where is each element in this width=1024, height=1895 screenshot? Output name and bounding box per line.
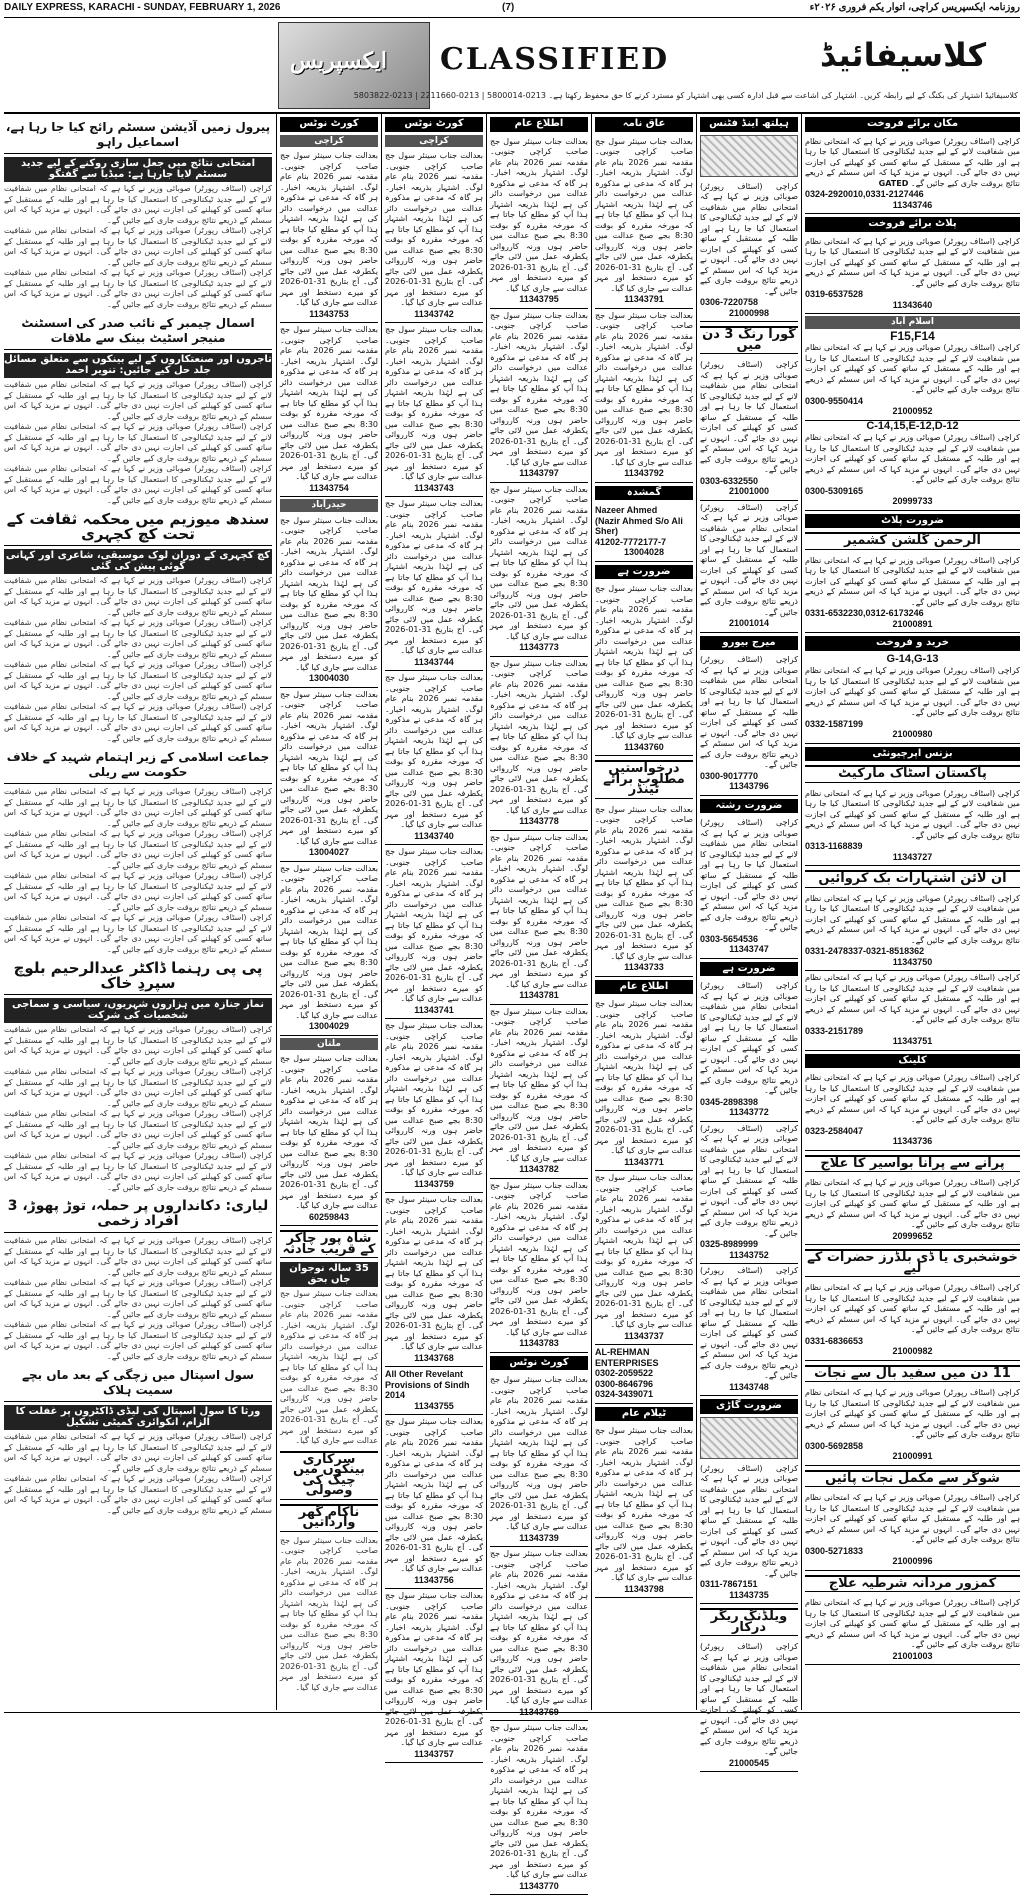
business-heading: بزنس اپرچیونٹی bbox=[805, 747, 1020, 762]
news-headline-3: سندھ میوزیم میں محکمہ ثقافت کے تحت کچ کچہری bbox=[4, 509, 272, 546]
classified-title-ur: کلاسیفائیڈ bbox=[820, 36, 987, 74]
page-number: (7) bbox=[502, 2, 515, 13]
marriage-ad: کراچی (اسٹاف رپورٹر) صوبائی وزیر نے کہا ہے کہ امتحانی نظام میں شفافیت لانے کے لیے جدید ٹیکنالوجی کا استعمال کیا جا رہا ہے اور طلبہ کے مستقبل کے ساتھ کسی کو کھیلنے کی اجازت نہیں دی جائے گی۔ انہوں نے مزید کہا کہ اس سسٹم کے ذریعے نتائج بروقت جاری کیے جائیں گے۔ 0300-9017770 11343796 bbox=[700, 653, 798, 796]
news-body-4d: کراچی (اسٹاف رپورٹر) صوبائی وزیر نے کہا ہے کہ امتحانی نظام میں شفافیت لانے کے لیے جدید ٹیکنالوجی کا استعمال کیا جا رہا ہے اور طلبہ کے مستقبل کے ساتھ کسی کو کھیلنے کی اجازت نہیں دی جائے گی۔ انہوں نے مزید کہا کہ اس سسٹم کے ذریعے نتائج بروقت جاری کیے جائیں گے۔ bbox=[4, 913, 272, 954]
auction-ad: بعدالت جناب سینئر سول جج صاحب کراچی جنوبی۔ مقدمہ نمبر 2026 بنام عام لوگ۔ اشتہار بذریعہ اخبار۔ ہر گاہ کہ مدعی نے مذکورہ عدالت میں درخواست دائر کی ہے لہٰذا بذریعہ اشتہار ہذا آپ کو مطلع کیا جاتا ہے کہ مورخہ مقررہ کو بوقت 8:30 بجے صبح عدالت میں حاضر ہوں ورنہ کارروائی یکطرفہ عمل میں لائی جائے گی۔ آج بتاریخ 31-01-2026 کو میرے دستخط اور مہر عدالت سے جاری کیا گیا۔ 11343798 bbox=[595, 1424, 693, 1598]
booking-notice: کلاسیفائیڈ اشتہار کی بکنگ کے لیے رابطہ کریں۔ اشتہار کی اشاعت سے قبل ادارہ کسی بھی اشتہار کو مسترد کرنے کا حق محفوظ رکھتا ہے۔ 0213-5800014 | 0213-2211660 | 0213-5803822 bbox=[353, 91, 1018, 100]
lost-heading: گمشدہ bbox=[595, 486, 693, 501]
news-body-3b: کراچی (اسٹاف رپورٹر) صوبائی وزیر نے کہا ہے کہ امتحانی نظام میں شفافیت لانے کے لیے جدید ٹیکنالوجی کا استعمال کیا جا رہا ہے اور طلبہ کے مستقبل کے ساتھ کسی کو کھیلنے کی اجازت نہیں دی جائے گی۔ انہوں نے مزید کہا کہ اس سسٹم کے ذریعے نتائج بروقت جاری کیے جائیں گے۔ bbox=[4, 618, 272, 659]
court-notice-ad: بعدالت جناب سینئر سول جج صاحب کراچی جنوبی۔ مقدمہ نمبر 2026 بنام عام لوگ۔ اشتہار بذریعہ اخبار۔ ہر گاہ کہ مدعی نے مذکورہ عدالت میں درخواست دائر کی ہے لہٰذا بذریعہ اشتہار ہذا آپ کو مطلع کیا جاتا ہے کہ مورخہ مقررہ کو بوقت 8:30 بجے صبح عدالت میں حاضر ہوں ورنہ کارروائی یکطرفہ عمل میں لائی جائے گی۔ آج بتاریخ 31-01-2026 کو میرے دستخط اور مہر عدالت سے جاری کیا گیا۔ 13004027 bbox=[280, 688, 378, 862]
news-body-5d: کراچی (اسٹاف رپورٹر) صوبائی وزیر نے کہا ہے کہ امتحانی نظام میں شفافیت لانے کے لیے جدید ٹیکنالوجی کا استعمال کیا جا رہا ہے اور طلبہ کے مستقبل کے ساتھ کسی کو کھیلنے کی اجازت نہیں دی جائے گی۔ انہوں نے مزید کہا کہ اس سسٹم کے ذریعے نتائج بروقت جاری کیے جائیں گے۔ bbox=[4, 1151, 272, 1192]
builders-ad: کراچی (اسٹاف رپورٹر) صوبائی وزیر نے کہا ہے کہ امتحانی نظام میں شفافیت لانے کے لیے جدید ٹیکنالوجی کا استعمال کیا جا رہا ہے اور طلبہ کے مستقبل کے ساتھ کسی کو کھیلنے کی اجازت نہیں دی جائے گی۔ انہوں نے مزید کہا کہ اس سسٹم کے ذریعے نتائج بروقت جاری کیے جائیں گے۔ 0331-6836653 21000982 bbox=[805, 1281, 1020, 1361]
wanted-ad: کراچی (اسٹاف رپورٹر) صوبائی وزیر نے کہا ہے کہ امتحانی نظام میں شفافیت لانے کے لیے جدید ٹیکنالوجی کا استعمال کیا جا رہا ہے اور طلبہ کے مستقبل کے ساتھ کسی کو کھیلنے کی اجازت نہیں دی جائے گی۔ انہوں نے مزید کہا کہ اس سسٹم کے ذریعے نتائج بروقت جاری کیے جائیں گے۔ 0325-8989999 11343752 bbox=[700, 1122, 798, 1265]
public-notice-ad: بعدالت جناب سینئر سول جج صاحب کراچی جنوبی۔ مقدمہ نمبر 2026 بنام عام لوگ۔ اشتہار بذریعہ اخبار۔ ہر گاہ کہ مدعی نے مذکورہ عدالت میں درخواست دائر کی ہے لہٰذا بذریعہ اشتہار ہذا آپ کو مطلع کیا جاتا ہے کہ مورخہ مقررہ کو بوقت 8:30 بجے صبح عدالت میں حاضر ہوں ورنہ کارروائی یکطرفہ عمل میں لائی جائے گی۔ آج بتاریخ 31-01-2026 کو میرے دستخط اور مہر عدالت سے جاری کیا گیا۔ 11343797 bbox=[490, 309, 588, 483]
news-headline-4: جماعت اسلامی کے زیر اہتمام شہید کے خلاف حکومت سے ریلی bbox=[4, 747, 272, 784]
column-separator bbox=[381, 114, 382, 1710]
special-notice-body: بعدالت جناب سینئر سول جج صاحب کراچی جنوبی۔ مقدمہ نمبر 2026 بنام عام لوگ۔ اشتہار بذریعہ اخبار۔ ہر گاہ کہ مدعی نے مذکورہ عدالت میں درخواست دائر کی ہے لہٰذا بذریعہ اشتہار ہذا آپ کو مطلع کیا جاتا ہے کہ مورخہ مقررہ کو بوقت 8:30 بجے صبح عدالت میں حاضر ہوں ورنہ کارروائی یکطرفہ عمل میں لائی جائے گی۔ آج بتاریخ 31-01-2026 کو میرے دستخط اور مہر عدالت سے جاری کیا گیا۔ bbox=[280, 1289, 378, 1445]
court-notice-ad: بعدالت جناب سینئر سول جج صاحب کراچی جنوبی۔ مقدمہ نمبر 2026 بنام عام لوگ۔ اشتہار بذریعہ اخبار۔ ہر گاہ کہ مدعی نے مذکورہ عدالت میں درخواست دائر کی ہے لہٰذا بذریعہ اشتہار ہذا آپ کو مطلع کیا جاتا ہے کہ مورخہ مقررہ کو بوقت 8:30 بجے صبح عدالت میں حاضر ہوں ورنہ کارروائی یکطرفہ عمل میں لائی جائے گی۔ آج بتاریخ 31-01-2026 کو میرے دستخط اور مہر عدالت سے جاری کیا گیا۔ 11343768 bbox=[385, 1193, 483, 1367]
company-ad: AL-REHMAN ENTERPRISES 0302-2059522 0300-8646796 0324-3439071 bbox=[595, 1345, 693, 1404]
news-subhead-5: نماز جنازہ میں ہزاروں شہریوں، سیاسی و سماجی شخصیات کی شرکت bbox=[4, 998, 272, 1023]
news-subhead-1: امتحانی نتائج میں جعل سازی روکنے کے لیے جدید سسٹم لایا جارہا ہے: میڈیا سے گفتگو bbox=[4, 157, 272, 182]
news-body-4c: کراچی (اسٹاف رپورٹر) صوبائی وزیر نے کہا ہے کہ امتحانی نظام میں شفافیت لانے کے لیے جدید ٹیکنالوجی کا استعمال کیا جا رہا ہے اور طلبہ کے مستقبل کے ساتھ کسی کو کھیلنے کی اجازت نہیں دی جائے گی۔ انہوں نے مزید کہا کہ اس سسٹم کے ذریعے نتائج بروقت جاری کیے جائیں گے۔ bbox=[4, 871, 272, 912]
tender-ad: بعدالت جناب سینئر سول جج صاحب کراچی جنوبی۔ مقدمہ نمبر 2026 بنام عام لوگ۔ اشتہار بذریعہ اخبار۔ ہر گاہ کہ مدعی نے مذکورہ عدالت میں درخواست دائر کی ہے لہٰذا بذریعہ اشتہار ہذا آپ کو مطلع کیا جاتا ہے کہ مورخہ مقررہ کو بوقت 8:30 بجے صبح عدالت میں حاضر ہوں ورنہ کارروائی یکطرفہ عمل میں لائی جائے گی۔ آج بتاریخ 31-01-2026 کو میرے دستخط اور مہر عدالت سے جاری کیا گیا۔ 11343733 bbox=[595, 803, 693, 977]
court-notice-ad: بعدالت جناب سینئر سول جج صاحب کراچی جنوبی۔ مقدمہ نمبر 2026 بنام عام لوگ۔ اشتہار بذریعہ اخبار۔ ہر گاہ کہ مدعی نے مذکورہ عدالت میں درخواست دائر کی ہے لہٰذا بذریعہ اشتہار ہذا آپ کو مطلع کیا جاتا ہے کہ مورخہ مقررہ کو بوقت 8:30 بجے صبح عدالت میں حاضر ہوں ورنہ کارروائی یکطرفہ عمل میں لائی جائے گی۔ آج بتاریخ 31-01-2026 کو میرے دستخط اور مہر عدالت سے جاری کیا گیا۔ 11343741 bbox=[385, 845, 483, 1019]
news-body-4b: کراچی (اسٹاف رپورٹر) صوبائی وزیر نے کہا ہے کہ امتحانی نظام میں شفافیت لانے کے لیے جدید ٹیکنالوجی کا استعمال کیا جا رہا ہے اور طلبہ کے مستقبل کے ساتھ کسی کو کھیلنے کی اجازت نہیں دی جائے گی۔ انہوں نے مزید کہا کہ اس سسٹم کے ذریعے نتائج بروقت جاری کیے جائیں گے۔ bbox=[4, 829, 272, 870]
auction-heading: ٹیلام عام bbox=[595, 1407, 693, 1422]
online-ads-heading: آن لائن اشتہارات بک کروائیں bbox=[805, 870, 1020, 888]
health-ad: کراچی (اسٹاف رپورٹر) صوبائی وزیر نے کہا ہے کہ امتحانی نظام میں شفافیت لانے کے لیے جدید ٹیکنالوجی کا استعمال کیا جا رہا ہے اور طلبہ کے مستقبل کے ساتھ کسی کو کھیلنے کی اجازت نہیں دی جائے گی۔ انہوں نے مزید کہا کہ اس سسٹم کے ذریعے نتائج بروقت جاری کیے جائیں گے۔ 0306-7220758 21000998 bbox=[700, 180, 798, 323]
public-notice-ad: بعدالت جناب سینئر سول جج صاحب کراچی جنوبی۔ مقدمہ نمبر 2026 بنام عام لوگ۔ اشتہار بذریعہ اخبار۔ ہر گاہ کہ مدعی نے مذکورہ عدالت میں درخواست دائر کی ہے لہٰذا بذریعہ اشتہار ہذا آپ کو مطلع کیا جاتا ہے کہ مورخہ مقررہ کو بوقت 8:30 بجے صبح عدالت میں حاضر ہوں ورنہ کارروائی یکطرفہ عمل میں لائی جائے گی۔ آج بتاریخ 31-01-2026 کو میرے دستخط اور مہر عدالت سے جاری کیا گیا۔ 11343781 bbox=[490, 831, 588, 1005]
news-body-1: کراچی (اسٹاف رپورٹر) صوبائی وزیر نے کہا ہے کہ امتحانی نظام میں شفافیت لانے کے لیے جدید ٹیکنالوجی کا استعمال کیا جا رہا ہے اور طلبہ کے مستقبل کے ساتھ کسی کو کھیلنے کی اجازت نہیں دی جائے گی۔ انہوں نے مزید کہا کہ اس سسٹم کے ذریعے نتائج بروقت جاری کیے جائیں گے۔ bbox=[4, 184, 272, 225]
column-separator bbox=[486, 114, 487, 1710]
express-logo: ایکسپریس bbox=[290, 48, 387, 74]
court-notice-column-1 bbox=[280, 114, 378, 1710]
weakness-ad: کراچی (اسٹاف رپورٹر) صوبائی وزیر نے کہا ہے کہ امتحانی نظام میں شفافیت لانے کے لیے جدید ٹیکنالوجی کا استعمال کیا جا رہا ہے اور طلبہ کے مستقبل کے ساتھ کسی کو کھیلنے کی اجازت نہیں دی جائے گی۔ انہوں نے مزید کہا کہ اس سسٹم کے ذریعے نتائج بروقت جاری کیے جائیں گے۔ 21001003 bbox=[805, 1596, 1020, 1665]
news-body-2b: کراچی (اسٹاف رپورٹر) صوبائی وزیر نے کہا ہے کہ امتحانی نظام میں شفافیت لانے کے لیے جدید ٹیکنالوجی کا استعمال کیا جا رہا ہے اور طلبہ کے مستقبل کے ساتھ کسی کو کھیلنے کی اجازت نہیں دی جائے گی۔ انہوں نے مزید کہا کہ اس سسٹم کے ذریعے نتائج بروقت جاری کیے جائیں گے۔ bbox=[4, 422, 272, 463]
plot-ad: کراچی (اسٹاف رپورٹر) صوبائی وزیر نے کہا ہے کہ امتحانی نظام میں شفافیت لانے کے لیے جدید ٹیکنالوجی کا استعمال کیا جا رہا ہے اور طلبہ کے مستقبل کے ساتھ کسی کو کھیلنے کی اجازت نہیں دی جائے گی۔ انہوں نے مزید کہا کہ اس سسٹم کے ذریعے نتائج بروقت جاری کیے جائیں گے۔ 0319-6537528 11343640 bbox=[805, 235, 1020, 315]
piles-ad: کراچی (اسٹاف رپورٹر) صوبائی وزیر نے کہا ہے کہ امتحانی نظام میں شفافیت لانے کے لیے جدید ٹیکنالوجی کا استعمال کیا جا رہا ہے اور طلبہ کے مستقبل کے ساتھ کسی کو کھیلنے کی اجازت نہیں دی جائے گی۔ انہوں نے مزید کہا کہ اس سسٹم کے ذریعے نتائج بروقت جاری کیے جائیں گے۔ 20999652 bbox=[805, 1176, 1020, 1245]
news-body-6: کراچی (اسٹاف رپورٹر) صوبائی وزیر نے کہا ہے کہ امتحانی نظام میں شفافیت لانے کے لیے جدید ٹیکنالوجی کا استعمال کیا جا رہا ہے اور طلبہ کے مستقبل کے ساتھ کسی کو کھیلنے کی اجازت نہیں دی جائے گی۔ انہوں نے مزید کہا کہ اس سسٹم کے ذریعے نتائج بروقت جاری کیے جائیں گے۔ bbox=[4, 1236, 272, 1277]
special-notice-heading-3: ناکام گھر وارداتیں bbox=[280, 1504, 378, 1532]
white-hair-ad: کراچی (اسٹاف رپورٹر) صوبائی وزیر نے کہا ہے کہ امتحانی نظام میں شفافیت لانے کے لیے جدید ٹیکنالوجی کا استعمال کیا جا رہا ہے اور طلبہ کے مستقبل کے ساتھ کسی کو کھیلنے کی اجازت نہیں دی جائے گی۔ انہوں نے مزید کہا کہ اس سسٹم کے ذریعے نتائج بروقت جاری کیے جائیں گے۔ 0300-5692858 21000991 bbox=[805, 1386, 1020, 1466]
public-notice-ad: بعدالت جناب سینئر سول جج صاحب کراچی جنوبی۔ مقدمہ نمبر 2026 بنام عام لوگ۔ اشتہار بذریعہ اخبار۔ ہر گاہ کہ مدعی نے مذکورہ عدالت میں درخواست دائر کی ہے لہٰذا بذریعہ اشتہار ہذا آپ کو مطلع کیا جاتا ہے کہ مورخہ مقررہ کو بوقت 8:30 بجے صبح عدالت میں حاضر ہوں ورنہ کارروائی یکطرفہ عمل میں لائی جائے گی۔ آج بتاریخ 31-01-2026 کو میرے دستخط اور مہر عدالت سے جاری کیا گیا۔ 11343783 bbox=[490, 1179, 588, 1353]
fairness-heading: گورا رنگ 3 دن میں bbox=[700, 326, 798, 354]
kashmir-ad: کراچی (اسٹاف رپورٹر) صوبائی وزیر نے کہا ہے کہ امتحانی نظام میں شفافیت لانے کے لیے جدید ٹیکنالوجی کا استعمال کیا جا رہا ہے اور طلبہ کے مستقبل کے ساتھ کسی کو کھیلنے کی اجازت نہیں دی جائے گی۔ انہوں نے مزید کہا کہ اس سسٹم کے ذریعے نتائج بروقت جاری کیے جائیں گے۔ 0331-6532230,0312-6173246 21000891 bbox=[805, 554, 1020, 634]
white-hair-heading: 11 دن میں سفید بال سے نجات bbox=[805, 1365, 1020, 1383]
wanted-heading: ضرورت ہے bbox=[595, 565, 693, 580]
builders-heading: خوشخبری یا ڈی بلڈرز حضرات کے لیے bbox=[805, 1249, 1020, 1277]
news-body-5b: کراچی (اسٹاف رپورٹر) صوبائی وزیر نے کہا ہے کہ امتحانی نظام میں شفافیت لانے کے لیے جدید ٹیکنالوجی کا استعمال کیا جا رہا ہے اور طلبہ کے مستقبل کے ساتھ کسی کو کھیلنے کی اجازت نہیں دی جائے گی۔ انہوں نے مزید کہا کہ اس سسٹم کے ذریعے نتائج بروقت جاری کیے جائیں گے۔ bbox=[4, 1067, 272, 1108]
sector-label: G-14,G-13 bbox=[886, 652, 939, 665]
special-notice-body-2: بعدالت جناب سینئر سول جج صاحب کراچی جنوبی۔ مقدمہ نمبر 2026 بنام عام لوگ۔ اشتہار بذریعہ اخبار۔ ہر گاہ کہ مدعی نے مذکورہ عدالت میں درخواست دائر کی ہے لہٰذا بذریعہ اشتہار ہذا آپ کو مطلع کیا جاتا ہے کہ مورخہ مقررہ کو بوقت 8:30 بجے صبح عدالت میں حاضر ہوں ورنہ کارروائی یکطرفہ عمل میں لائی جائے گی۔ آج بتاریخ 31-01-2026 کو میرے دستخط اور مہر عدالت سے جاری کیا گیا۔ bbox=[280, 1535, 378, 1692]
health-ad-image bbox=[700, 135, 798, 177]
wanted-heading-2: ضرورت ہے bbox=[700, 962, 798, 977]
sugar-ad: کراچی (اسٹاف رپورٹر) صوبائی وزیر نے کہا ہے کہ امتحانی نظام میں شفافیت لانے کے لیے جدید ٹیکنالوجی کا استعمال کیا جا رہا ہے اور طلبہ کے مستقبل کے ساتھ کسی کو کھیلنے کی اجازت نہیں دی جائے گی۔ انہوں نے مزید کہا کہ اس سسٹم کے ذریعے نتائج بروقت جاری کیے جائیں گے۔ 0300-5271833 21000996 bbox=[805, 1491, 1020, 1571]
news-body-5: کراچی (اسٹاف رپورٹر) صوبائی وزیر نے کہا ہے کہ امتحانی نظام میں شفافیت لانے کے لیے جدید ٹیکنالوجی کا استعمال کیا جا رہا ہے اور طلبہ کے مستقبل کے ساتھ کسی کو کھیلنے کی اجازت نہیں دی جائے گی۔ انہوں نے مزید کہا کہ اس سسٹم کے ذریعے نتائج بروقت جاری کیے جائیں گے۔ bbox=[4, 1025, 272, 1066]
court-notice-ad: بعدالت جناب سینئر سول جج صاحب کراچی جنوبی۔ مقدمہ نمبر 2026 بنام عام لوگ۔ اشتہار بذریعہ اخبار۔ ہر گاہ کہ مدعی نے مذکورہ عدالت میں درخواست دائر کی ہے لہٰذا بذریعہ اشتہار ہذا آپ کو مطلع کیا جاتا ہے کہ مورخہ مقررہ کو بوقت 8:30 بجے صبح عدالت میں حاضر ہوں ورنہ کارروائی یکطرفہ عمل میں لائی جائے گی۔ آج بتاریخ 31-01-2026 کو میرے دستخط اور مہر عدالت سے جاری کیا گیا۔ 13004029 bbox=[280, 862, 378, 1036]
city-heading-karachi: کراچی bbox=[280, 135, 378, 148]
public-notice-ad: بعدالت جناب سینئر سول جج صاحب کراچی جنوبی۔ مقدمہ نمبر 2026 بنام عام لوگ۔ اشتہار بذریعہ اخبار۔ ہر گاہ کہ مدعی نے مذکورہ عدالت میں درخواست دائر کی ہے لہٰذا بذریعہ اشتہار ہذا آپ کو مطلع کیا جاتا ہے کہ مورخہ مقررہ کو بوقت 8:30 بجے صبح عدالت میں حاضر ہوں ورنہ کارروائی یکطرفہ عمل میں لائی جائے گی۔ آج بتاریخ 31-01-2026 کو میرے دستخط اور مہر عدالت سے جاری کیا گیا۔ 11343782 bbox=[490, 1005, 588, 1179]
services-column bbox=[700, 114, 798, 1768]
court-notice-ad: بعدالت جناب سینئر سول جج صاحب کراچی جنوبی۔ مقدمہ نمبر 2026 بنام عام لوگ۔ اشتہار بذریعہ اخبار۔ ہر گاہ کہ مدعی نے مذکورہ عدالت میں درخواست دائر کی ہے لہٰذا بذریعہ اشتہار ہذا آپ کو مطلع کیا جاتا ہے کہ مورخہ مقررہ کو بوقت 8:30 بجے صبح عدالت میں حاضر ہوں ورنہ کارروائی یکطرفہ عمل میں لائی جائے گی۔ آج بتاریخ 31-01-2026 کو میرے دستخط اور مہر عدالت سے جاری کیا گیا۔ 11343757 bbox=[385, 1589, 483, 1763]
public-notice-ad: بعدالت جناب سینئر سول جج صاحب کراچی جنوبی۔ مقدمہ نمبر 2026 بنام عام لوگ۔ اشتہار بذریعہ اخبار۔ ہر گاہ کہ مدعی نے مذکورہ عدالت میں درخواست دائر کی ہے لہٰذا بذریعہ اشتہار ہذا آپ کو مطلع کیا جاتا ہے کہ مورخہ مقررہ کو بوقت 8:30 بجے صبح عدالت میں حاضر ہوں ورنہ کارروائی یکطرفہ عمل میں لائی جائے گی۔ آج بتاریخ 31-01-2026 کو میرے دستخط اور مہر عدالت سے جاری کیا گیا۔ 11343770 bbox=[490, 1721, 588, 1895]
column-separator bbox=[591, 114, 592, 1710]
proposal-heading: ضرورت رشتہ bbox=[700, 799, 798, 814]
news-body-3d: کراچی (اسٹاف رپورٹر) صوبائی وزیر نے کہا ہے کہ امتحانی نظام میں شفافیت لانے کے لیے جدید ٹیکنالوجی کا استعمال کیا جا رہا ہے اور طلبہ کے مستقبل کے ساتھ کسی کو کھیلنے کی اجازت نہیں دی جائے گی۔ انہوں نے مزید کہا کہ اس سسٹم کے ذریعے نتائج بروقت جاری کیے جائیں گے۔ bbox=[4, 702, 272, 743]
public-notice-ad: بعدالت جناب سینئر سول جج صاحب کراچی جنوبی۔ مقدمہ نمبر 2026 بنام عام لوگ۔ اشتہار بذریعہ اخبار۔ ہر گاہ کہ مدعی نے مذکورہ عدالت میں درخواست دائر کی ہے لہٰذا بذریعہ اشتہار ہذا آپ کو مطلع کیا جاتا ہے کہ مورخہ مقررہ کو بوقت 8:30 بجے صبح عدالت میں حاضر ہوں ورنہ کارروائی یکطرفہ عمل میں لائی جائے گی۔ آج بتاریخ 31-01-2026 کو میرے دستخط اور مہر عدالت سے جاری کیا گیا۔ 11343771 bbox=[595, 997, 693, 1171]
court-notice-column-2 bbox=[385, 114, 483, 1759]
buy-sell-ad: کراچی (اسٹاف رپورٹر) صوبائی وزیر نے کہا ہے کہ امتحانی نظام میں شفافیت لانے کے لیے جدید ٹیکنالوجی کا استعمال کیا جا رہا ہے اور طلبہ کے مستقبل کے ساتھ کسی کو کھیلنے کی اجازت نہیں دی جائے گی۔ انہوں نے مزید کہا کہ اس سسٹم کے ذریعے نتائج بروقت جاری کیے جائیں گے۔ 0332-1587199 21000980 bbox=[805, 664, 1020, 744]
court-notice-ad: بعدالت جناب سینئر سول جج صاحب کراچی جنوبی۔ مقدمہ نمبر 2026 بنام عام لوگ۔ اشتہار بذریعہ اخبار۔ ہر گاہ کہ مدعی نے مذکورہ عدالت میں درخواست دائر کی ہے لہٰذا بذریعہ اشتہار ہذا آپ کو مطلع کیا جاتا ہے کہ مورخہ مقررہ کو بوقت 8:30 بجے صبح عدالت میں حاضر ہوں ورنہ کارروائی یکطرفہ عمل میں لائی جائے گی۔ آج بتاریخ 31-01-2026 کو میرے دستخط اور مہر عدالت سے جاری کیا گیا۔ 11343744 bbox=[385, 497, 483, 671]
wanted-ad: کراچی (اسٹاف رپورٹر) صوبائی وزیر نے کہا ہے کہ امتحانی نظام میں شفافیت لانے کے لیے جدید ٹیکنالوجی کا استعمال کیا جا رہا ہے اور طلبہ کے مستقبل کے ساتھ کسی کو کھیلنے کی اجازت نہیں دی جائے گی۔ انہوں نے مزید کہا کہ اس سسٹم کے ذریعے نتائج بروقت جاری کیے جائیں گے۔ 11343748 bbox=[700, 1264, 798, 1396]
news-headline-5: پی پی رہنما ڈاکٹر عبدالرحیم بلوچ سپردِ خاک bbox=[4, 958, 272, 995]
marriage-bureau-heading: میرج بیورو bbox=[700, 636, 798, 651]
disown-ad: بعدالت جناب سینئر سول جج صاحب کراچی جنوبی۔ مقدمہ نمبر 2026 بنام عام لوگ۔ اشتہار بذریعہ اخبار۔ ہر گاہ کہ مدعی نے مذکورہ عدالت میں درخواست دائر کی ہے لہٰذا بذریعہ اشتہار ہذا آپ کو مطلع کیا جاتا ہے کہ مورخہ مقررہ کو بوقت 8:30 بجے صبح عدالت میں حاضر ہوں ورنہ کارروائی یکطرفہ عمل میں لائی جائے گی۔ آج بتاریخ 31-01-2026 کو میرے دستخط اور مہر عدالت سے جاری کیا گیا۔ 11343792 bbox=[595, 309, 693, 483]
news-body-7b: کراچی (اسٹاف رپورٹر) صوبائی وزیر نے کہا ہے کہ امتحانی نظام میں شفافیت لانے کے لیے جدید ٹیکنالوجی کا استعمال کیا جا رہا ہے اور طلبہ کے مستقبل کے ساتھ کسی کو کھیلنے کی اجازت نہیں دی جائے گی۔ انہوں نے مزید کہا کہ اس سسٹم کے ذریعے نتائج بروقت جاری کیے جائیں گے۔ bbox=[4, 1474, 272, 1515]
court-notice-ad-en: All Other Revelant Provisions of Sindh 2014 11343755 bbox=[385, 1367, 483, 1415]
special-notice-sub: 35 سالہ نوجوان جاں بحق bbox=[280, 1262, 378, 1287]
top-rule bbox=[4, 17, 1020, 18]
public-notice-column bbox=[490, 114, 588, 1891]
court-notice-ad: بعدالت جناب سینئر سول جج صاحب کراچی جنوبی۔ مقدمہ نمبر 2026 بنام عام لوگ۔ اشتہار بذریعہ اخبار۔ ہر گاہ کہ مدعی نے مذکورہ عدالت میں درخواست دائر کی ہے لہٰذا بذریعہ اشتہار ہذا آپ کو مطلع کیا جاتا ہے کہ مورخہ مقررہ کو بوقت 8:30 بجے صبح عدالت میں حاضر ہوں ورنہ کارروائی یکطرفہ عمل میں لائی جائے گی۔ آج بتاریخ 31-01-2026 کو میرے دستخط اور مہر عدالت سے جاری کیا گیا۔ 13004030 bbox=[280, 514, 378, 688]
masthead-left: DAILY EXPRESS, KARACHI - SUNDAY, FEBRUARY 1, 2026 bbox=[4, 2, 281, 13]
welding-heading: ویلڈنگ ریگر درکار bbox=[700, 1608, 798, 1636]
news-body-3c: کراچی (اسٹاف رپورٹر) صوبائی وزیر نے کہا ہے کہ امتحانی نظام میں شفافیت لانے کے لیے جدید ٹیکنالوجی کا استعمال کیا جا رہا ہے اور طلبہ کے مستقبل کے ساتھ کسی کو کھیلنے کی اجازت نہیں دی جائے گی۔ انہوں نے مزید کہا کہ اس سسٹم کے ذریعے نتائج بروقت جاری کیے جائیں گے۔ bbox=[4, 660, 272, 701]
court-notice-ad: بعدالت جناب سینئر سول جج صاحب کراچی جنوبی۔ مقدمہ نمبر 2026 بنام عام لوگ۔ اشتہار بذریعہ اخبار۔ ہر گاہ کہ مدعی نے مذکورہ عدالت میں درخواست دائر کی ہے لہٰذا بذریعہ اشتہار ہذا آپ کو مطلع کیا جاتا ہے کہ مورخہ مقررہ کو بوقت 8:30 بجے صبح عدالت میں حاضر ہوں ورنہ کارروائی یکطرفہ عمل میں لائی جائے گی۔ آج بتاریخ 31-01-2026 کو میرے دستخط اور مہر عدالت سے جاری کیا گیا۔ 11343740 bbox=[385, 671, 483, 845]
news-body-4: کراچی (اسٹاف رپورٹر) صوبائی وزیر نے کہا ہے کہ امتحانی نظام میں شفافیت لانے کے لیے جدید ٹیکنالوجی کا استعمال کیا جا رہا ہے اور طلبہ کے مستقبل کے ساتھ کسی کو کھیلنے کی اجازت نہیں دی جائے گی۔ انہوں نے مزید کہا کہ اس سسٹم کے ذریعے نتائج بروقت جاری کیے جائیں گے۔ bbox=[4, 787, 272, 828]
public-notice-ad: بعدالت جناب سینئر سول جج صاحب کراچی جنوبی۔ مقدمہ نمبر 2026 بنام عام لوگ۔ اشتہار بذریعہ اخبار۔ ہر گاہ کہ مدعی نے مذکورہ عدالت میں درخواست دائر کی ہے لہٰذا بذریعہ اشتہار ہذا آپ کو مطلع کیا جاتا ہے کہ مورخہ مقررہ کو بوقت 8:30 بجے صبح عدالت میں حاضر ہوں ورنہ کارروائی یکطرفہ عمل میں لائی جائے گی۔ آج بتاریخ 31-01-2026 کو میرے دستخط اور مہر عدالت سے جاری کیا گیا۔ 11343773 bbox=[490, 483, 588, 657]
court-notice-heading-2: کورٹ نوٹس bbox=[385, 117, 483, 132]
court-notice-ad: بعدالت جناب سینئر سول جج صاحب کراچی جنوبی۔ مقدمہ نمبر 2026 بنام عام لوگ۔ اشتہار بذریعہ اخبار۔ ہر گاہ کہ مدعی نے مذکورہ عدالت میں درخواست دائر کی ہے لہٰذا بذریعہ اشتہار ہذا آپ کو مطلع کیا جاتا ہے کہ مورخہ مقررہ کو بوقت 8:30 بجے صبح عدالت میں حاضر ہوں ورنہ کارروائی یکطرفہ عمل میں لائی جائے گی۔ آج بتاریخ 31-01-2026 کو میرے دستخط اور مہر عدالت سے جاری کیا گیا۔ 11343754 bbox=[280, 323, 378, 497]
sugar-heading: شوگر سے مکمل نجات پائیں bbox=[805, 1470, 1020, 1488]
fairness-ad: کراچی (اسٹاف رپورٹر) صوبائی وزیر نے کہا ہے کہ امتحانی نظام میں شفافیت لانے کے لیے جدید ٹیکنالوجی کا استعمال کیا جا رہا ہے اور طلبہ کے مستقبل کے ساتھ کسی کو کھیلنے کی اجازت نہیں دی جائے گی۔ انہوں نے مزید کہا کہ اس سسٹم کے ذریعے نتائج بروقت جاری کیے جائیں گے۔ 0303-6332550 21001000 bbox=[700, 358, 798, 501]
bottom-rule bbox=[4, 1712, 1020, 1713]
city-heading-multan: ملتان bbox=[280, 1038, 378, 1051]
news-subhead-3: کچ کچہری کے دوران لوک موسیقی، شاعری اور کہانی گوئی پیش کی گئی bbox=[4, 549, 272, 574]
public-notice-ad: بعدالت جناب سینئر سول جج صاحب کراچی جنوبی۔ مقدمہ نمبر 2026 بنام عام لوگ۔ اشتہار بذریعہ اخبار۔ ہر گاہ کہ مدعی نے مذکورہ عدالت میں درخواست دائر کی ہے لہٰذا بذریعہ اشتہار ہذا آپ کو مطلع کیا جاتا ہے کہ مورخہ مقررہ کو بوقت 8:30 بجے صبح عدالت میں حاضر ہوں ورنہ کارروائی یکطرفہ عمل میں لائی جائے گی۔ آج بتاریخ 31-01-2026 کو میرے دستخط اور مہر عدالت سے جاری کیا گیا۔ 11343778 bbox=[490, 657, 588, 831]
news-body-1b: کراچی (اسٹاف رپورٹر) صوبائی وزیر نے کہا ہے کہ امتحانی نظام میں شفافیت لانے کے لیے جدید ٹیکنالوجی کا استعمال کیا جا رہا ہے اور طلبہ کے مستقبل کے ساتھ کسی کو کھیلنے کی اجازت نہیں دی جائے گی۔ انہوں نے مزید کہا کہ اس سسٹم کے ذریعے نتائج بروقت جاری کیے جائیں گے۔ bbox=[4, 226, 272, 267]
column-separator bbox=[696, 114, 697, 1710]
news-headline-7: سول اسپتال میں زچگی کے بعد ماں بچے سمیت ہلاک bbox=[4, 1365, 272, 1402]
stock-market-heading: پاکستان اسٹاک مارکیٹ bbox=[805, 765, 1020, 783]
disown-ad: بعدالت جناب سینئر سول جج صاحب کراچی جنوبی۔ مقدمہ نمبر 2026 بنام عام لوگ۔ اشتہار بذریعہ اخبار۔ ہر گاہ کہ مدعی نے مذکورہ عدالت میں درخواست دائر کی ہے لہٰذا بذریعہ اشتہار ہذا آپ کو مطلع کیا جاتا ہے کہ مورخہ مقررہ کو بوقت 8:30 بجے صبح عدالت میں حاضر ہوں ورنہ کارروائی یکطرفہ عمل میں لائی جائے گی۔ آج بتاریخ 31-01-2026 کو میرے دستخط اور مہر عدالت سے جاری کیا گیا۔ 11343791 bbox=[595, 135, 693, 309]
kashmir-heading: الرحمن گلشن کشمیر bbox=[805, 532, 1020, 550]
news-column bbox=[4, 114, 272, 1710]
clinic-ad: کراچی (اسٹاف رپورٹر) صوبائی وزیر نے کہا ہے کہ امتحانی نظام میں شفافیت لانے کے لیے جدید ٹیکنالوجی کا استعمال کیا جا رہا ہے اور طلبہ کے مستقبل کے ساتھ کسی کو کھیلنے کی اجازت نہیں دی جائے گی۔ انہوں نے مزید کہا کہ اس سسٹم کے ذریعے نتائج بروقت جاری کیے جائیں گے۔ 0323-2584047 11343736 bbox=[805, 1071, 1020, 1151]
piles-heading: پرانے سے پرانا بواسیر کا علاج bbox=[805, 1155, 1020, 1173]
wanted-ad: کراچی (اسٹاف رپورٹر) صوبائی وزیر نے کہا ہے کہ امتحانی نظام میں شفافیت لانے کے لیے جدید ٹیکنالوجی کا استعمال کیا جا رہا ہے اور طلبہ کے مستقبل کے ساتھ کسی کو کھیلنے کی اجازت نہیں دی جائے گی۔ انہوں نے مزید کہا کہ اس سسٹم کے ذریعے نتائج بروقت جاری کیے جائیں گے۔ 0345-2898398 11343772 bbox=[700, 979, 798, 1122]
news-body-3: کراچی (اسٹاف رپورٹر) صوبائی وزیر نے کہا ہے کہ امتحانی نظام میں شفافیت لانے کے لیے جدید ٹیکنالوجی کا استعمال کیا جا رہا ہے اور طلبہ کے مستقبل کے ساتھ کسی کو کھیلنے کی اجازت نہیں دی جائے گی۔ انہوں نے مزید کہا کہ اس سسٹم کے ذریعے نتائج بروقت جاری کیے جائیں گے۔ bbox=[4, 576, 272, 617]
welding-ad: کراچی (اسٹاف رپورٹر) صوبائی وزیر نے کہا ہے کہ امتحانی نظام میں شفافیت لانے کے لیے جدید ٹیکنالوجی کا استعمال کیا جا رہا ہے اور طلبہ کے مستقبل کے ساتھ کسی کو کھیلنے کی اجازت نہیں دی جائے گی۔ انہوں نے مزید کہا کہ اس سسٹم کے ذریعے نتائج بروقت جاری کیے جائیں گے۔ 21000545 bbox=[700, 1640, 798, 1772]
court-notice-ad: بعدالت جناب سینئر سول جج صاحب کراچی جنوبی۔ مقدمہ نمبر 2026 بنام عام لوگ۔ اشتہار بذریعہ اخبار۔ ہر گاہ کہ مدعی نے مذکورہ عدالت میں درخواست دائر کی ہے لہٰذا بذریعہ اشتہار ہذا آپ کو مطلع کیا جاتا ہے کہ مورخہ مقررہ کو بوقت 8:30 بجے صبح عدالت میں حاضر ہوں ورنہ کارروائی یکطرفہ عمل میں لائی جائے گی۔ آج بتاریخ 31-01-2026 کو میرے دستخط اور مہر عدالت سے جاری کیا گیا۔ 11343753 bbox=[280, 149, 378, 323]
news-headline-2: اسمال چیمبر کے نائب صدر کی اسسٹنٹ منیجر اسٹیٹ بینک سے ملاقات bbox=[4, 313, 272, 350]
news-body-7: کراچی (اسٹاف رپورٹر) صوبائی وزیر نے کہا ہے کہ امتحانی نظام میں شفافیت لانے کے لیے جدید ٹیکنالوجی کا استعمال کیا جا رہا ہے اور طلبہ کے مستقبل کے ساتھ کسی کو کھیلنے کی اجازت نہیں دی جائے گی۔ انہوں نے مزید کہا کہ اس سسٹم کے ذریعے نتائج بروقت جاری کیے جائیں گے۔ bbox=[4, 1432, 272, 1473]
court-notice-ad: بعدالت جناب سینئر سول جج صاحب کراچی جنوبی۔ مقدمہ نمبر 2026 بنام عام لوگ۔ اشتہار بذریعہ اخبار۔ ہر گاہ کہ مدعی نے مذکورہ عدالت میں درخواست دائر کی ہے لہٰذا بذریعہ اشتہار ہذا آپ کو مطلع کیا جاتا ہے کہ مورخہ مقررہ کو بوقت 8:30 بجے صبح عدالت میں حاضر ہوں ورنہ کارروائی یکطرفہ عمل میں لائی جائے گی۔ آج بتاریخ 31-01-2026 کو میرے دستخط اور مہر عدالت سے جاری کیا گیا۔ 11343756 bbox=[385, 1415, 483, 1589]
news-headline-1: پیرول زمیں آڈیشن سسٹم رائج کیا جا رہا ہے، اسماعیل راہو bbox=[4, 117, 272, 154]
public-notice-heading-2: اطلاع عام bbox=[595, 980, 693, 995]
buy-sell-heading: خرید و فروخت bbox=[805, 636, 1020, 651]
fairness-ad: کراچی (اسٹاف رپورٹر) صوبائی وزیر نے کہا ہے کہ امتحانی نظام میں شفافیت لانے کے لیے جدید ٹیکنالوجی کا استعمال کیا جا رہا ہے اور طلبہ کے مستقبل کے ساتھ کسی کو کھیلنے کی اجازت نہیں دی جائے گی۔ انہوں نے مزید کہا کہ اس سسٹم کے ذریعے نتائج بروقت جاری کیے جائیں گے۔ 21001014 bbox=[700, 501, 798, 633]
car-ad: کراچی (اسٹاف رپورٹر) صوبائی وزیر نے کہا ہے کہ امتحانی نظام میں شفافیت لانے کے لیے جدید ٹیکنالوجی کا استعمال کیا جا رہا ہے اور طلبہ کے مستقبل کے ساتھ کسی کو کھیلنے کی اجازت نہیں دی جائے گی۔ انہوں نے مزید کہا کہ اس سسٹم کے ذریعے نتائج بروقت جاری کیے جائیں گے۔ 0311-7867151 11343735 bbox=[700, 1462, 798, 1605]
online-ads-ad: کراچی (اسٹاف رپورٹر) صوبائی وزیر نے کہا ہے کہ امتحانی نظام میں شفافیت لانے کے لیے جدید ٹیکنالوجی کا استعمال کیا جا رہا ہے اور طلبہ کے مستقبل کے ساتھ کسی کو کھیلنے کی اجازت نہیں دی جائے گی۔ انہوں نے مزید کہا کہ اس سسٹم کے ذریعے نتائج بروقت جاری کیے جائیں گے۔ 0331-2478337-0321-8518362 11343750 bbox=[805, 892, 1020, 972]
islamabad-heading: اسلام آباد bbox=[805, 316, 1020, 329]
news-body-6b: کراچی (اسٹاف رپورٹر) صوبائی وزیر نے کہا ہے کہ امتحانی نظام میں شفافیت لانے کے لیے جدید ٹیکنالوجی کا استعمال کیا جا رہا ہے اور طلبہ کے مستقبل کے ساتھ کسی کو کھیلنے کی اجازت نہیں دی جائے گی۔ انہوں نے مزید کہا کہ اس سسٹم کے ذریعے نتائج بروقت جاری کیے جائیں گے۔ bbox=[4, 1278, 272, 1319]
tender-heading: درخواستیں مطلوب برائے ٹینڈر bbox=[595, 760, 693, 799]
column-separator bbox=[276, 114, 277, 1710]
public-notice-ad: بعدالت جناب سینئر سول جج صاحب کراچی جنوبی۔ مقدمہ نمبر 2026 بنام عام لوگ۔ اشتہار بذریعہ اخبار۔ ہر گاہ کہ مدعی نے مذکورہ عدالت میں درخواست دائر کی ہے لہٰذا بذریعہ اشتہار ہذا آپ کو مطلع کیا جاتا ہے کہ مورخہ مقررہ کو بوقت 8:30 بجے صبح عدالت میں حاضر ہوں ورنہ کارروائی یکطرفہ عمل میں لائی جائے گی۔ آج بتاریخ 31-01-2026 کو میرے دستخط اور مہر عدالت سے جاری کیا گیا۔ 11343769 bbox=[490, 1547, 588, 1721]
news-body-2c: کراچی (اسٹاف رپورٹر) صوبائی وزیر نے کہا ہے کہ امتحانی نظام میں شفافیت لانے کے لیے جدید ٹیکنالوجی کا استعمال کیا جا رہا ہے اور طلبہ کے مستقبل کے ساتھ کسی کو کھیلنے کی اجازت نہیں دی جائے گی۔ انہوں نے مزید کہا کہ اس سسٹم کے ذریعے نتائج بروقت جاری کیے جائیں گے۔ bbox=[4, 464, 272, 505]
house-ad: کراچی (اسٹاف رپورٹر) صوبائی وزیر نے کہا ہے کہ امتحانی نظام میں شفافیت لانے کے لیے جدید ٹیکنالوجی کا استعمال کیا جا رہا ہے اور طلبہ کے مستقبل کے ساتھ کسی کو کھیلنے کی اجازت نہیں دی جائے گی۔ انہوں نے مزید کہا کہ اس سسٹم کے ذریعے نتائج بروقت جاری کیے جائیں گے۔ GATED 0324-2920010,0331-2127446 11343746 bbox=[805, 135, 1020, 215]
public-notice-ad: بعدالت جناب سینئر سول جج صاحب کراچی جنوبی۔ مقدمہ نمبر 2026 بنام عام لوگ۔ اشتہار بذریعہ اخبار۔ ہر گاہ کہ مدعی نے مذکورہ عدالت میں درخواست دائر کی ہے لہٰذا بذریعہ اشتہار ہذا آپ کو مطلع کیا جاتا ہے کہ مورخہ مقررہ کو بوقت 8:30 بجے صبح عدالت میں حاضر ہوں ورنہ کارروائی یکطرفہ عمل میں لائی جائے گی۔ آج بتاریخ 31-01-2026 کو میرے دستخط اور مہر عدالت سے جاری کیا گیا۔ 11343795 bbox=[490, 135, 588, 309]
public-notice-ad: بعدالت جناب سینئر سول جج صاحب کراچی جنوبی۔ مقدمہ نمبر 2026 بنام عام لوگ۔ اشتہار بذریعہ اخبار۔ ہر گاہ کہ مدعی نے مذکورہ عدالت میں درخواست دائر کی ہے لہٰذا بذریعہ اشتہار ہذا آپ کو مطلع کیا جاتا ہے کہ مورخہ مقررہ کو بوقت 8:30 بجے صبح عدالت میں حاضر ہوں ورنہ کارروائی یکطرفہ عمل میں لائی جائے گی۔ آج بتاریخ 31-01-2026 کو میرے دستخط اور مہر عدالت سے جاری کیا گیا۔ 11343737 bbox=[595, 1171, 693, 1345]
academy-ad: کراچی (اسٹاف رپورٹر) صوبائی وزیر نے کہا ہے کہ امتحانی نظام میں شفافیت لانے کے لیے جدید ٹیکنالوجی کا استعمال کیا جا رہا ہے اور طلبہ کے مستقبل کے ساتھ کسی کو کھیلنے کی اجازت نہیں دی جائے گی۔ انہوں نے مزید کہا کہ اس سسٹم کے ذریعے نتائج بروقت جاری کیے جائیں گے۔ 0333-2151789 11343751 bbox=[805, 971, 1020, 1051]
islamabad-plot-ad: کراچی (اسٹاف رپورٹر) صوبائی وزیر نے کہا ہے کہ امتحانی نظام میں شفافیت لانے کے لیے جدید ٹیکنالوجی کا استعمال کیا جا رہا ہے اور طلبہ کے مستقبل کے ساتھ کسی کو کھیلنے کی اجازت نہیں دی جائے گی۔ انہوں نے مزید کہا کہ اس سسٹم کے ذریعے نتائج بروقت جاری کیے جائیں گے۔ 0300-5309165 20999733 bbox=[805, 431, 1020, 511]
news-subhead-2: تاجروں اور صنعتکاروں کے لیے بینکوں سے متعلق مسائل جلد حل کیے جائیں: تنویر احمد bbox=[4, 353, 272, 378]
lost-ad: Nazeer Ahmed (Nazir Ahmed S/o Ali Sher) 41202-7772177-7 13004028 bbox=[595, 503, 693, 562]
stock-ad: کراچی (اسٹاف رپورٹر) صوبائی وزیر نے کہا ہے کہ امتحانی نظام میں شفافیت لانے کے لیے جدید ٹیکنالوجی کا استعمال کیا جا رہا ہے اور طلبہ کے مستقبل کے ساتھ کسی کو کھیلنے کی اجازت نہیں دی جائے گی۔ انہوں نے مزید کہا کہ اس سسٹم کے ذریعے نتائج بروقت جاری کیے جائیں گے۔ 0313-1168839 11343727 bbox=[805, 787, 1020, 867]
court-notice-ad: بعدالت جناب سینئر سول جج صاحب کراچی جنوبی۔ مقدمہ نمبر 2026 بنام عام لوگ۔ اشتہار بذریعہ اخبار۔ ہر گاہ کہ مدعی نے مذکورہ عدالت میں درخواست دائر کی ہے لہٰذا بذریعہ اشتہار ہذا آپ کو مطلع کیا جاتا ہے کہ مورخہ مقررہ کو بوقت 8:30 بجے صبح عدالت میں حاضر ہوں ورنہ کارروائی یکطرفہ عمل میں لائی جائے گی۔ آج بتاریخ 31-01-2026 کو میرے دستخط اور مہر عدالت سے جاری کیا گیا۔ 11343743 bbox=[385, 323, 483, 497]
health-heading: ہیلتھ اینڈ فٹنس bbox=[700, 117, 798, 132]
masthead-right: روزنامہ ایکسپریس کراچی، اتوار یکم فروری ۲۰۲۶ء bbox=[809, 2, 1020, 13]
news-headline-6: لیاری: دکانداروں پر حملہ، توڑ پھوڑ، 3 افراد زخمی bbox=[4, 1196, 272, 1233]
disown-heading: عاق نامہ bbox=[595, 117, 693, 132]
court-notice-heading-3: کورٹ نوٹس bbox=[490, 1356, 588, 1371]
city-heading: کراچی bbox=[385, 135, 483, 148]
special-notice-heading: شاہ پور چاکر کے قریب حادثہ bbox=[280, 1230, 378, 1258]
clinic-heading: کلینک bbox=[805, 1054, 1020, 1069]
news-body-6c: کراچی (اسٹاف رپورٹر) صوبائی وزیر نے کہا ہے کہ امتحانی نظام میں شفافیت لانے کے لیے جدید ٹیکنالوجی کا استعمال کیا جا رہا ہے اور طلبہ کے مستقبل کے ساتھ کسی کو کھیلنے کی اجازت نہیں دی جائے گی۔ انہوں نے مزید کہا کہ اس سسٹم کے ذریعے نتائج بروقت جاری کیے جائیں گے۔ bbox=[4, 1320, 272, 1361]
house-for-sale-heading: مکان برائے فروخت bbox=[805, 117, 1020, 132]
public-notice-ad: بعدالت جناب سینئر سول جج صاحب کراچی جنوبی۔ مقدمہ نمبر 2026 بنام عام لوگ۔ اشتہار بذریعہ اخبار۔ ہر گاہ کہ مدعی نے مذکورہ عدالت میں درخواست دائر کی ہے لہٰذا بذریعہ اشتہار ہذا آپ کو مطلع کیا جاتا ہے کہ مورخہ مقررہ کو بوقت 8:30 بجے صبح عدالت میں حاضر ہوں ورنہ کارروائی یکطرفہ عمل میں لائی جائے گی۔ آج بتاریخ 31-01-2026 کو میرے دستخط اور مہر عدالت سے جاری کیا گیا۔ 11343739 bbox=[490, 1373, 588, 1547]
column-separator bbox=[801, 114, 802, 1710]
court-notice-heading: کورٹ نوٹس bbox=[280, 117, 378, 132]
news-body-2: کراچی (اسٹاف رپورٹر) صوبائی وزیر نے کہا ہے کہ امتحانی نظام میں شفافیت لانے کے لیے جدید ٹیکنالوجی کا استعمال کیا جا رہا ہے اور طلبہ کے مستقبل کے ساتھ کسی کو کھیلنے کی اجازت نہیں دی جائے گی۔ انہوں نے مزید کہا کہ اس سسٹم کے ذریعے نتائج بروقت جاری کیے جائیں گے۔ bbox=[4, 380, 272, 421]
city-heading-hyderabad: حیدرآباد bbox=[280, 499, 378, 512]
court-notice-ad: بعدالت جناب سینئر سول جج صاحب کراچی جنوبی۔ مقدمہ نمبر 2026 بنام عام لوگ۔ اشتہار بذریعہ اخبار۔ ہر گاہ کہ مدعی نے مذکورہ عدالت میں درخواست دائر کی ہے لہٰذا بذریعہ اشتہار ہذا آپ کو مطلع کیا جاتا ہے کہ مورخہ مقررہ کو بوقت 8:30 بجے صبح عدالت میں حاضر ہوں ورنہ کارروائی یکطرفہ عمل میں لائی جائے گی۔ آج بتاریخ 31-01-2026 کو میرے دستخط اور مہر عدالت سے جاری کیا گیا۔ 11343742 bbox=[385, 149, 483, 323]
car-wanted-heading: ضرورت گاڑی bbox=[700, 1399, 798, 1414]
notices-column bbox=[595, 114, 693, 1710]
special-notice-heading-2: سرکاری بینکوں میں چیک کی وصولی bbox=[280, 1451, 378, 1500]
court-notice-ad: بعدالت جناب سینئر سول جج صاحب کراچی جنوبی۔ مقدمہ نمبر 2026 بنام عام لوگ۔ اشتہار بذریعہ اخبار۔ ہر گاہ کہ مدعی نے مذکورہ عدالت میں درخواست دائر کی ہے لہٰذا بذریعہ اشتہار ہذا آپ کو مطلع کیا جاتا ہے کہ مورخہ مقررہ کو بوقت 8:30 بجے صبح عدالت میں حاضر ہوں ورنہ کارروائی یکطرفہ عمل میں لائی جائے گی۔ آج بتاریخ 31-01-2026 کو میرے دستخط اور مہر عدالت سے جاری کیا گیا۔ 11343759 bbox=[385, 1019, 483, 1193]
plot-wanted-heading: ضرورت پلاٹ bbox=[805, 514, 1020, 529]
news-body-5c: کراچی (اسٹاف رپورٹر) صوبائی وزیر نے کہا ہے کہ امتحانی نظام میں شفافیت لانے کے لیے جدید ٹیکنالوجی کا استعمال کیا جا رہا ہے اور طلبہ کے مستقبل کے ساتھ کسی کو کھیلنے کی اجازت نہیں دی جائے گی۔ انہوں نے مزید کہا کہ اس سسٹم کے ذریعے نتائج بروقت جاری کیے جائیں گے۔ bbox=[4, 1109, 272, 1150]
sector-label: C-14,15,E-12,D-12 bbox=[866, 419, 959, 432]
court-notice-ad: بعدالت جناب سینئر سول جج صاحب کراچی جنوبی۔ مقدمہ نمبر 2026 بنام عام لوگ۔ اشتہار بذریعہ اخبار۔ ہر گاہ کہ مدعی نے مذکورہ عدالت میں درخواست دائر کی ہے لہٰذا بذریعہ اشتہار ہذا آپ کو مطلع کیا جاتا ہے کہ مورخہ مقررہ کو بوقت 8:30 بجے صبح عدالت میں حاضر ہوں ورنہ کارروائی یکطرفہ عمل میں لائی جائے گی۔ آج بتاریخ 31-01-2026 کو میرے دستخط اور مہر عدالت سے جاری کیا گیا۔ 60259843 bbox=[280, 1052, 378, 1226]
masthead bbox=[4, 2, 1020, 16]
property-column bbox=[805, 114, 1020, 1710]
news-body-1c: کراچی (اسٹاف رپورٹر) صوبائی وزیر نے کہا ہے کہ امتحانی نظام میں شفافیت لانے کے لیے جدید ٹیکنالوجی کا استعمال کیا جا رہا ہے اور طلبہ کے مستقبل کے ساتھ کسی کو کھیلنے کی اجازت نہیں دی جائے گی۔ انہوں نے مزید کہا کہ اس سسٹم کے ذریعے نتائج بروقت جاری کیے جائیں گے۔ bbox=[4, 268, 272, 309]
classified-title-en: CLASSIFIED bbox=[440, 42, 670, 77]
proposal-ad: کراچی (اسٹاف رپورٹر) صوبائی وزیر نے کہا ہے کہ امتحانی نظام میں شفافیت لانے کے لیے جدید ٹیکنالوجی کا استعمال کیا جا رہا ہے اور طلبہ کے مستقبل کے ساتھ کسی کو کھیلنے کی اجازت نہیں دی جائے گی۔ انہوں نے مزید کہا کہ اس سسٹم کے ذریعے نتائج بروقت جاری کیے جائیں گے۔ 0303-5654536 11343747 bbox=[700, 816, 798, 959]
car-ad-image bbox=[700, 1417, 798, 1459]
weakness-heading: کمزور مردانہ شرطیہ علاج bbox=[805, 1575, 1020, 1593]
wanted-ad: بعدالت جناب سینئر سول جج صاحب کراچی جنوبی۔ مقدمہ نمبر 2026 بنام عام لوگ۔ اشتہار بذریعہ اخبار۔ ہر گاہ کہ مدعی نے مذکورہ عدالت میں درخواست دائر کی ہے لہٰذا بذریعہ اشتہار ہذا آپ کو مطلع کیا جاتا ہے کہ مورخہ مقررہ کو بوقت 8:30 بجے صبح عدالت میں حاضر ہوں ورنہ کارروائی یکطرفہ عمل میں لائی جائے گی۔ آج بتاریخ 31-01-2026 کو میرے دستخط اور مہر عدالت سے جاری کیا گیا۔ 11343760 bbox=[595, 582, 693, 756]
plot-for-sale-heading: پلاٹ برائے فروخت bbox=[805, 217, 1020, 232]
islamabad-plot-ad: کراچی (اسٹاف رپورٹر) صوبائی وزیر نے کہا ہے کہ امتحانی نظام میں شفافیت لانے کے لیے جدید ٹیکنالوجی کا استعمال کیا جا رہا ہے اور طلبہ کے مستقبل کے ساتھ کسی کو کھیلنے کی اجازت نہیں دی جائے گی۔ انہوں نے مزید کہا کہ اس سسٹم کے ذریعے نتائج بروقت جاری کیے جائیں گے۔ 0300-9550414 21000952 bbox=[805, 341, 1020, 421]
news-subhead-7: ورثا کا سول اسپتال کی لیڈی ڈاکٹروں پر غفلت کا الزام، انکوائری کمیٹی تشکیل bbox=[4, 1405, 272, 1430]
public-notice-heading: اطلاع عام bbox=[490, 117, 588, 132]
sector-label: F15,F14 bbox=[890, 328, 935, 343]
